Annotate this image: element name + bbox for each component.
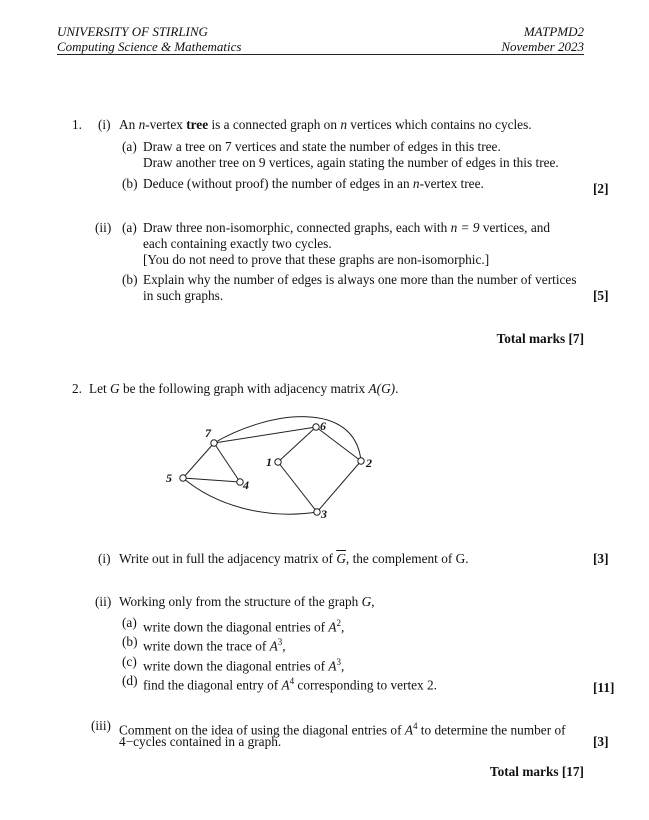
text: , xyxy=(371,594,375,609)
vertex-2 xyxy=(358,458,364,464)
math-exponent: 4 xyxy=(289,676,295,686)
q1-total-marks: Total marks [7] xyxy=(496,331,584,346)
q2-iid-text xyxy=(143,673,437,693)
q2-ii-text xyxy=(119,594,375,610)
math-n-eq-9: n = 9 xyxy=(450,220,480,235)
q2-iia-text xyxy=(143,615,344,635)
math-exponent: 4 xyxy=(412,721,418,731)
exam-date: November 2023 xyxy=(501,39,584,54)
math-A: A xyxy=(281,677,290,693)
q1-ia-line2: Draw another tree on 9 vertices, again stating the number of edges in this tree. xyxy=(143,155,559,170)
q2-total-marks: Total marks [17] xyxy=(489,764,584,779)
vertex-label-5: 5 xyxy=(166,471,172,485)
text: , xyxy=(341,619,345,635)
q2-iii-label: (iii) xyxy=(91,718,111,733)
vertex-label-4: 4 xyxy=(243,478,249,492)
text: Working only from the structure of the graph xyxy=(119,594,362,609)
text: vertices which contains no cycles. xyxy=(346,117,532,132)
q1-iib-label: (b) xyxy=(122,272,138,287)
text: to determine the number of xyxy=(417,722,566,738)
q1-i-marks: [2] xyxy=(593,181,609,196)
term-tree: tree xyxy=(186,117,209,132)
q2-iii-marks: [3] xyxy=(593,734,609,749)
q2-iid-label: (d) xyxy=(122,673,138,688)
text: write down the trace of xyxy=(143,638,270,654)
vertex-1 xyxy=(275,459,281,465)
text: 4 xyxy=(119,734,126,749)
vertex-6 xyxy=(313,424,319,430)
q2-iii-line2 xyxy=(119,734,281,750)
edge-1-3 xyxy=(278,462,317,512)
vertex-label-2: 2 xyxy=(366,456,372,470)
edge-3-2 xyxy=(317,461,361,512)
q1-ia-line1: Draw a tree on 7 vertices and state the number of edges in this tree. xyxy=(143,139,501,154)
math-n: n xyxy=(340,117,347,132)
text: Let xyxy=(89,381,111,396)
math-n: n xyxy=(412,176,420,191)
q1-iia-line3: [You do not need to prove that these graphs are non-isomorphic.] xyxy=(143,252,490,267)
module-code: MATPMD2 xyxy=(523,24,584,39)
text: , the complement of G. xyxy=(345,551,469,566)
text: find the diagonal entry of xyxy=(143,677,282,693)
edge-7-2 xyxy=(214,417,361,461)
math-G-complement: $\overline{G}$ xyxy=(336,551,346,566)
q1-i-label: (i) xyxy=(98,117,111,132)
q2-i-text xyxy=(119,551,469,567)
math-G: G xyxy=(361,594,372,609)
q2-iic-text xyxy=(143,654,344,674)
q1-ii-marks: [5] xyxy=(593,288,609,303)
q2-ii-marks: [11] xyxy=(593,680,615,695)
text: . xyxy=(395,381,399,396)
math-A: A xyxy=(328,619,337,635)
text: Deduce (without proof) the number of edges in an xyxy=(143,176,413,191)
q2-iic-label: (c) xyxy=(122,654,137,669)
text: Write out in full the adjacency matrix of xyxy=(119,551,337,566)
math-G: G xyxy=(110,381,120,396)
department-name: Computing Science & Mathematics xyxy=(57,39,242,54)
math-A: A xyxy=(328,658,337,674)
vertex-label-3: 3 xyxy=(321,507,327,521)
text: An xyxy=(119,117,139,132)
q1-iib-line1: Explain why the number of edges is always one more than the number of vertices xyxy=(143,272,577,287)
math-exponent: 2 xyxy=(336,618,341,628)
q2-number: 2. xyxy=(72,381,82,396)
math-A: A xyxy=(404,722,413,738)
q2-iib-label: (b) xyxy=(122,634,138,649)
vertex-5 xyxy=(180,475,186,481)
q1-ia-label: (a) xyxy=(122,139,137,154)
text: Comment on the idea of using the diagonal entries of xyxy=(119,722,405,738)
edge-5-4 xyxy=(183,478,240,482)
q1-number: 1. xyxy=(72,117,82,132)
text: vertices, and xyxy=(479,220,551,235)
math-exponent: 3 xyxy=(336,657,341,667)
text: −cycles contained in a graph. xyxy=(125,734,282,749)
vertex-3 xyxy=(314,509,320,515)
q1-iib-line2: in such graphs. xyxy=(143,288,224,303)
q1-iia-label: (a) xyxy=(122,220,137,235)
text: , xyxy=(282,638,286,654)
q1-ib-label: (b) xyxy=(122,176,138,191)
edge-7-4 xyxy=(214,443,240,482)
vertex-label-1: 1 xyxy=(266,455,272,469)
math-A: A xyxy=(269,638,278,654)
text: corresponding to vertex 2. xyxy=(294,677,437,693)
q1-ii-label: (ii) xyxy=(95,220,112,235)
vertex-label-6: 6 xyxy=(320,419,326,433)
text: write down the diagonal entries of xyxy=(143,619,329,635)
university-name: UNIVERSITY OF STIRLING xyxy=(57,24,208,39)
text: Draw three non-isomorphic, connected graphs, each with xyxy=(143,220,451,235)
q2-i-label: (i) xyxy=(98,551,111,566)
text: -vertex tree. xyxy=(419,176,484,191)
q2-iib-text xyxy=(143,634,286,654)
vertex-label-7: 7 xyxy=(205,426,211,440)
text: is a connected graph on xyxy=(208,117,341,132)
q1-iia-line2: each containing exactly two cycles. xyxy=(143,236,332,251)
text: write down the diagonal entries of xyxy=(143,658,329,674)
text: -vertex xyxy=(145,117,187,132)
q2-iia-label: (a) xyxy=(122,615,137,630)
math-n: n xyxy=(138,117,146,132)
text: , xyxy=(341,658,345,674)
vertex-7 xyxy=(211,440,217,446)
math-AG: A(G) xyxy=(368,381,396,396)
edge-5-3 xyxy=(183,478,317,514)
q2-i-marks: [3] xyxy=(593,551,609,566)
q2-ii-label: (ii) xyxy=(95,594,112,609)
math-exponent: 3 xyxy=(277,637,283,647)
edge-5-7 xyxy=(183,443,214,478)
text: be the following graph with adjacency matrix xyxy=(119,381,369,396)
